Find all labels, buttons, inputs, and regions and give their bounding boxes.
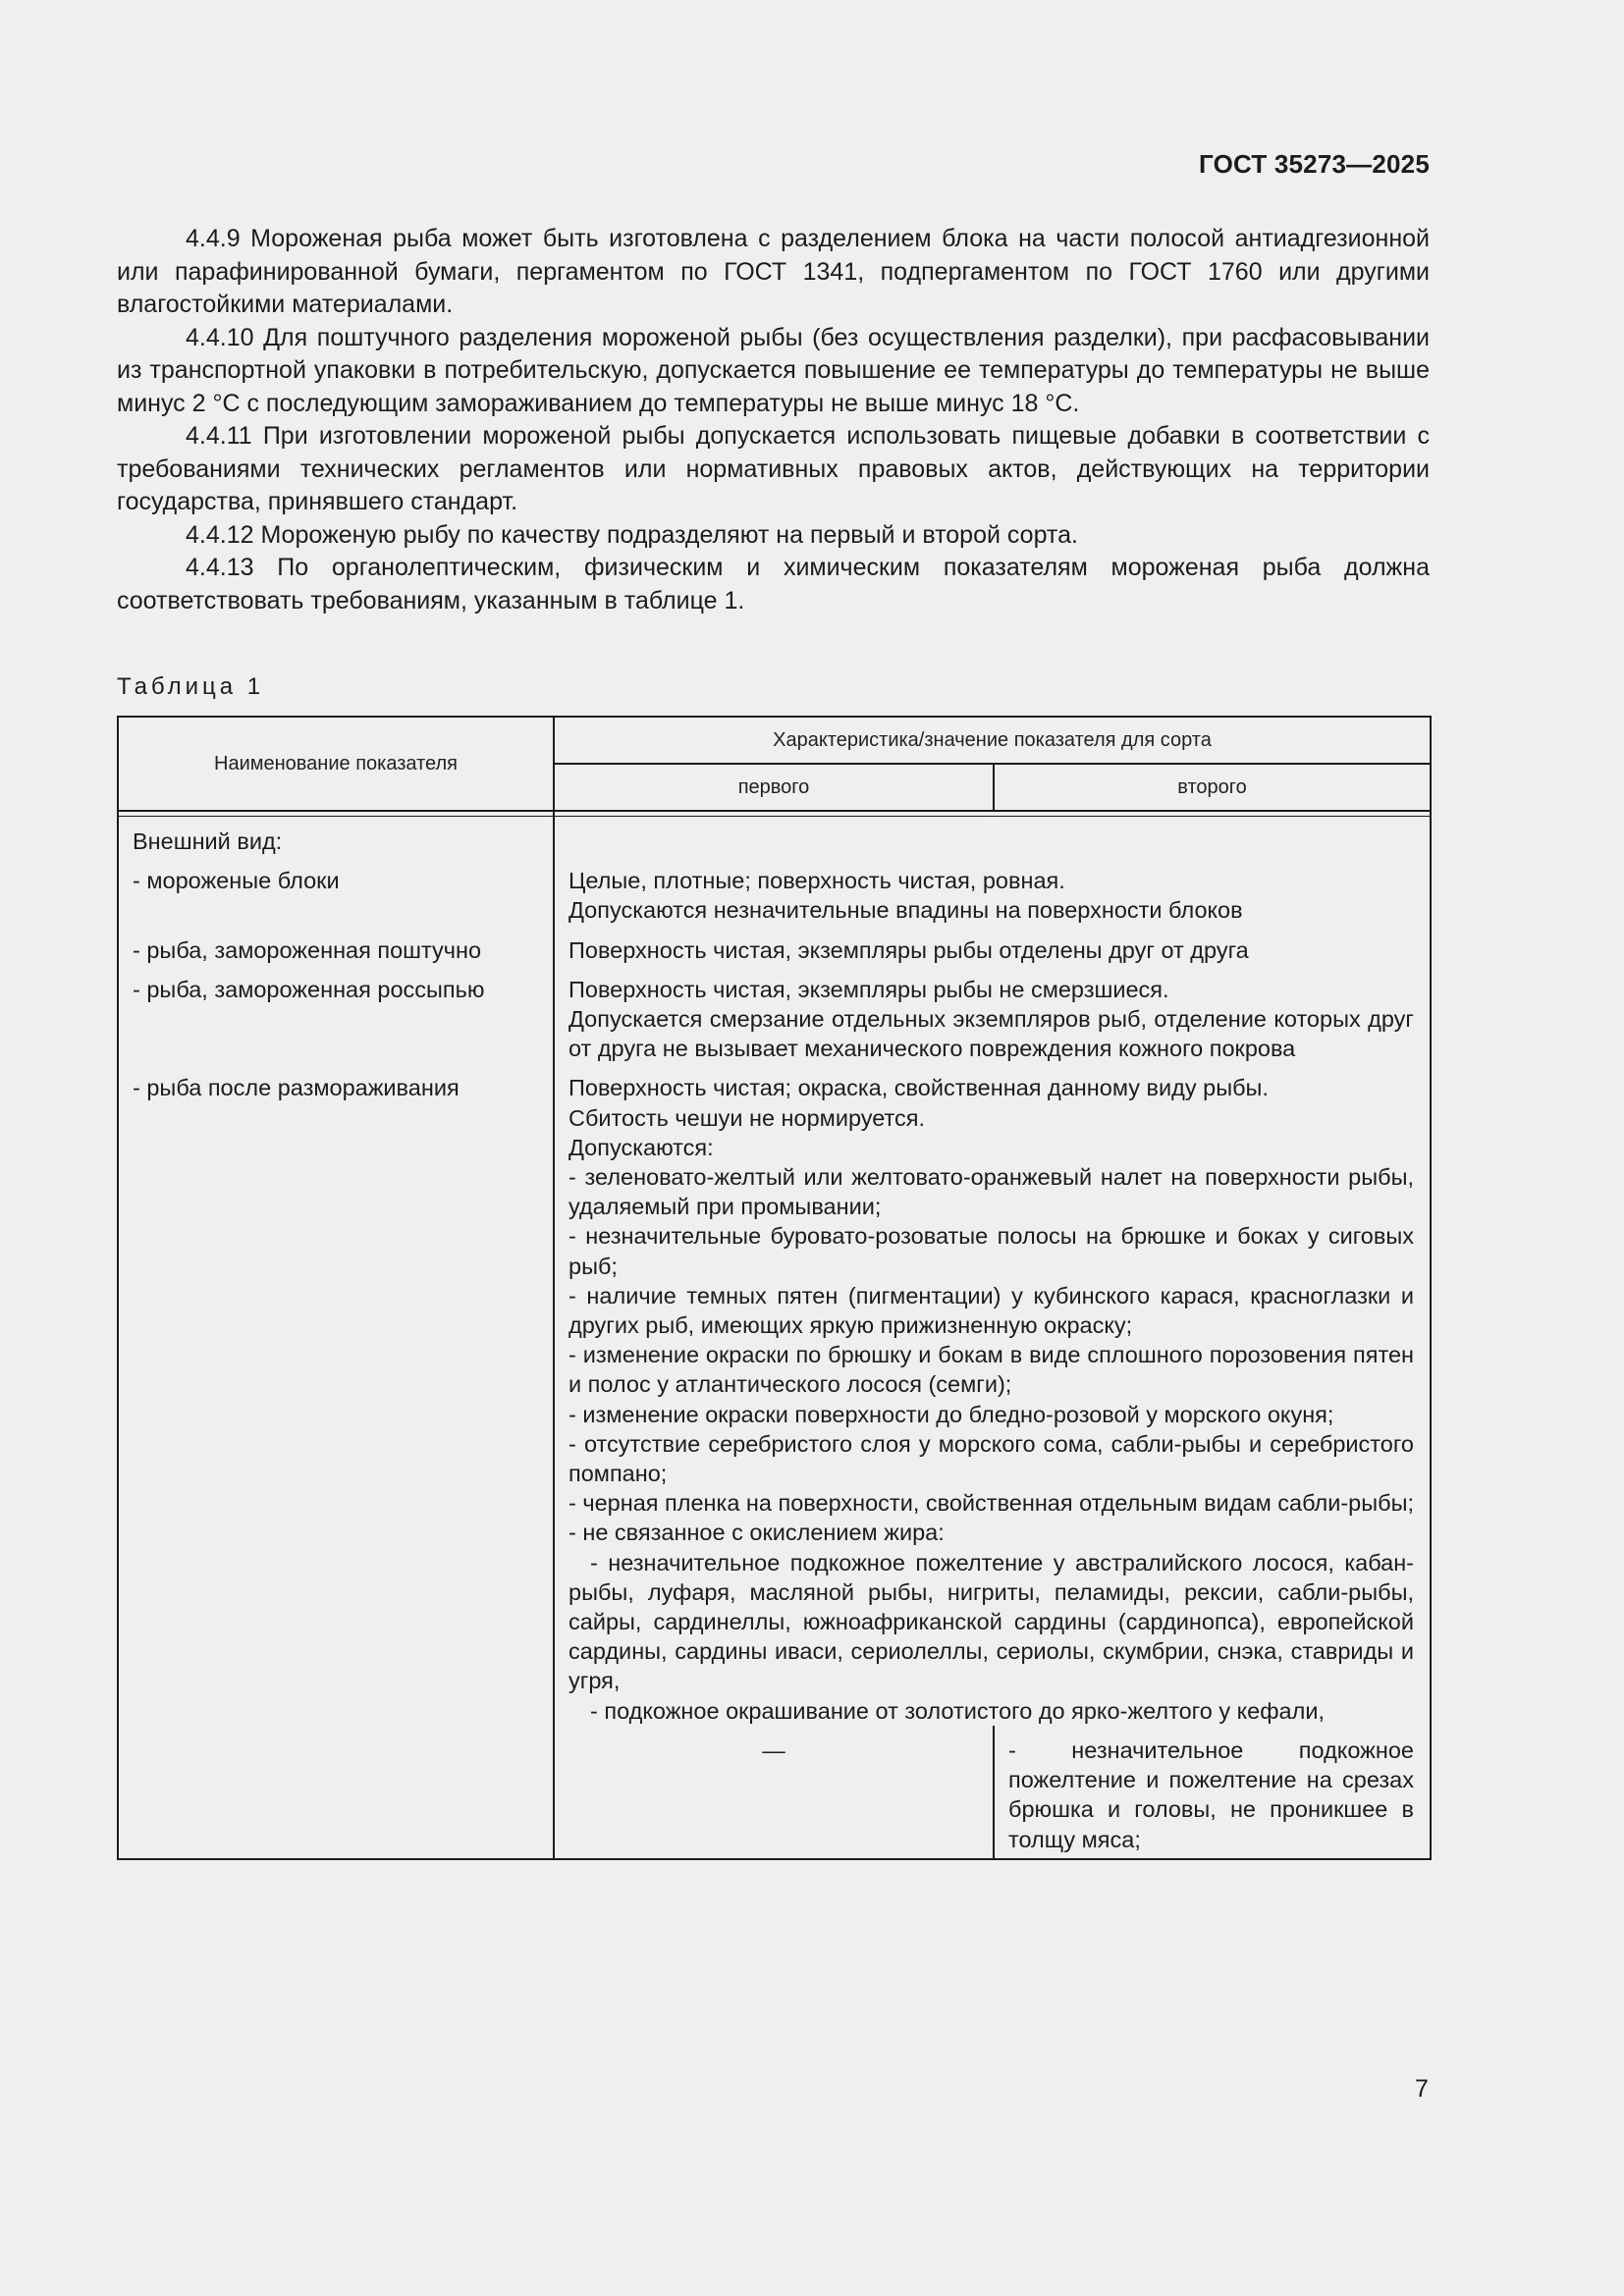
col-header-first: первого bbox=[554, 764, 994, 811]
value-line: - изменение окраски поверхности до бледно-розовой у морского окуня; bbox=[568, 1401, 1334, 1427]
paragraph-4-4-10: 4.4.10 Для поштучного разделения мороженой рыбы (без осуществления разделки), при расфасовывании из транспортной упаковки в потребительскую, допускается повышение ее температуры до температуры не выше минус 2 °С с последующим замораживанием до температуры не выше минус 18 °С. bbox=[117, 323, 1430, 417]
value-line: Поверхность чистая; окраска, свойственная данному виду рыбы. bbox=[568, 1075, 1269, 1101]
row-value bbox=[554, 965, 1431, 1064]
table-row bbox=[118, 926, 1431, 965]
paragraph-4-4-9: 4.4.9 Мороженая рыба может быть изготовлена с разделением блока на части полосой антиадгезионной или парафинированной бумаги, пергаментом по ГОСТ 1341, подпергаментом по ГОСТ 1760 или другими влагостойкими материалами. bbox=[117, 225, 1430, 318]
value-line: Сбитость чешуи не нормируется. bbox=[568, 1104, 926, 1131]
value-line: Допускаются: bbox=[568, 1134, 714, 1160]
table-row bbox=[118, 1063, 1431, 1725]
value-line: - незначительное подкожное пожелтение у австралийского лосося, кабан-рыбы, луфаря, масляной рыбы, нигриты, пеламиды, рексии, сабли-рыбы, сайры, сардинеллы, южноафриканской сардины (сардинопса), европейской сардины, сардины иваси, сериолеллы, сериолы, скумбрии, снэка, ставриды и угря, bbox=[568, 1549, 1414, 1694]
document-id: ГОСТ 35273—2025 bbox=[1199, 149, 1430, 179]
row-value bbox=[554, 856, 1431, 925]
section-title: Внешний вид: bbox=[133, 828, 283, 854]
page-number: 7 bbox=[1415, 2075, 1429, 2103]
table-body bbox=[118, 856, 1431, 1726]
value-line: - изменение окраски по брюшку и бокам в виде сплошного порозовения пятен и полос у атлантического лосося (семги); bbox=[568, 1342, 1414, 1398]
split-second-value: - незначительное подкожное пожелтение и пожелтение на срезах брюшка и головы, не проникшее в толщу мяса; bbox=[994, 1726, 1431, 1859]
row-name: - рыба после размораживания bbox=[133, 1075, 460, 1101]
value-line: - наличие темных пятен (пигментации) у кубинского карася, красноглазки и других рыб, имеющих яркую прижизненную окраску; bbox=[568, 1282, 1414, 1339]
row-name: - мороженые блоки bbox=[133, 868, 340, 894]
row-value bbox=[554, 926, 1431, 965]
col-header-group: Характеристика/значение показателя для сорта bbox=[554, 717, 1431, 764]
table-caption: Таблица 1 bbox=[117, 673, 265, 700]
paragraph-4-4-11: 4.4.11 При изготовлении мороженой рыбы допускается использовать пищевые добавки в соответствии с требованиями технических регламентов или нормативных правовых актов, действующих на территории государства, принявшего стандарт. bbox=[117, 422, 1430, 515]
table-row bbox=[118, 856, 1431, 925]
value-line: Допускается смерзание отдельных экземпляров рыб, отделение которых друг от друга не вызывает механического повреждения кожного покрова bbox=[568, 1006, 1414, 1062]
value-line: Поверхность чистая, экземпляры рыбы отделены друг от друга bbox=[568, 936, 1249, 963]
requirements-table bbox=[117, 716, 1432, 1860]
split-first-value: — bbox=[554, 1726, 994, 1859]
value-line: Допускаются незначительные впадины на поверхности блоков bbox=[568, 897, 1243, 924]
table-row bbox=[118, 965, 1431, 1064]
value-line: - не связанное с окислением жира: bbox=[568, 1520, 945, 1546]
col-header-name: Наименование показателя bbox=[214, 752, 458, 774]
col-header-second: второго bbox=[994, 764, 1431, 811]
body-text bbox=[117, 223, 1430, 617]
value-line: - подкожное окрашивание от золотистого до ярко-желтого у кефали, bbox=[590, 1697, 1325, 1724]
value-line: Целые, плотные; поверхность чистая, ровная. bbox=[568, 868, 1065, 894]
paragraph-4-4-13: 4.4.13 По органолептическим, физическим и химическим показателям мороженая рыба должна соответствовать требованиям, указанным в таблице 1. bbox=[117, 554, 1430, 614]
row-name: - рыба, замороженная поштучно bbox=[133, 936, 482, 963]
value-line: - зеленовато-желтый или желтовато-оранжевый налет на поверхности рыбы, удаляемый при промывании; bbox=[568, 1164, 1414, 1220]
value-line: Поверхность чистая, экземпляры рыбы не смерзшиеся. bbox=[568, 976, 1169, 1002]
row-value bbox=[554, 1063, 1431, 1725]
row-name: - рыба, замороженная россыпью bbox=[133, 976, 485, 1002]
value-line: - незначительные буровато-розоватые полосы на брюшке и боках у сиговых рыб; bbox=[568, 1223, 1414, 1279]
value-line: - черная пленка на поверхности, свойственная отдельным видам сабли-рыбы; bbox=[568, 1490, 1414, 1517]
value-line: - отсутствие серебристого слоя у морского сома, сабли-рыбы и серебристого помпано; bbox=[568, 1430, 1414, 1487]
paragraph-4-4-12: 4.4.12 Мороженую рыбу по качеству подразделяют на первый и второй сорта. bbox=[186, 520, 1078, 549]
